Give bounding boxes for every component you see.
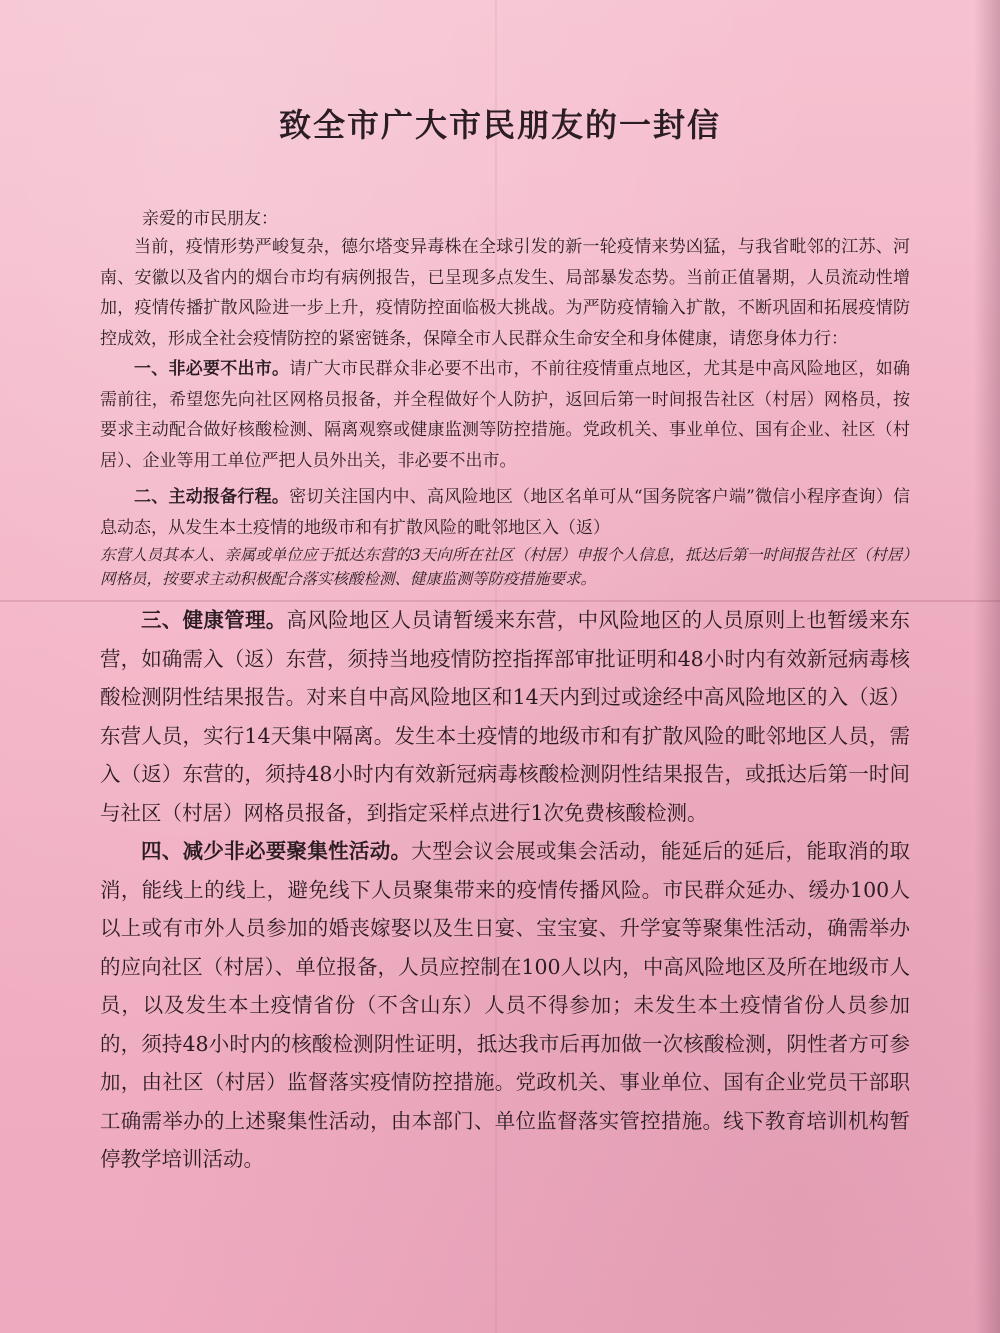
- section-4-heading: 四、减少非必要聚集性活动。: [141, 839, 412, 863]
- section-1-body: 请广大市民群众非必要不出市，不前往疫情重点地区，尤其是中高风险地区，如确需前往，希望您先向社区网格员报备，并全程做好个人防护，返回后第一时间报告社区（村居）网格员，按要求主动配合做好核酸检测、隔离观察或健康监测等防控措施。党政机关、事业单位、国有企业、社区（村居）、企业等用工单位严把人员外出关，非必要不出市。: [100, 359, 910, 471]
- section-2-continued: 东营人员其本人、亲属或单位应于抵达东营的3天向所在社区（村居）申报个人信息，抵达后第一时间报告社区（村居）网格员，按要求主动积极配合落实核酸检测、健康监测等防疫措施要求。: [100, 546, 910, 588]
- section-2-body: 密切关注国内中、高风险地区（地区名单可从“国务院客户端”微信小程序查询）信息动态，从发生本土疫情的地级市和有扩散风险的毗邻地区入（返）: [100, 487, 910, 538]
- section-4: [100, 832, 910, 1179]
- letter-body: [100, 204, 910, 1179]
- section-2: [100, 482, 910, 543]
- section-3-body: 高风险地区人员请暂缓来东营，中风险地区的人员原则上也暂缓来东营，如确需入（返）东营，须持当地疫情防控指挥部审批证明和48小时内有效新冠病毒核酸检测阴性结果报告。对来自中高风险地区和14天内到过或途经中高风险地区的入（返）东营人员，实行14天集中隔离。发生本土疫情的地级市和有扩散风险的毗邻地区人员，需入（返）东营的，须持48小时内有效新冠病毒核酸检测阴性结果报告，或抵达后第一时间与社区（村居）网格员报备，到指定采样点进行1次免费核酸检测。: [100, 608, 911, 825]
- paper-edge-shadow: [974, 0, 1000, 1333]
- intro-paragraph: 当前，疫情形势严峻复杂，德尔塔变异毒株在全球引发的新一轮疫情来势凶猛，与我省毗邻的江苏、河南、安徽以及省内的烟台市均有病例报告，已呈现多点发生、局部暴发态势。当前正值暑期，人员流动性增加，疫情传播扩散风险进一步上升，疫情防控面临极大挑战。为严防疫情输入扩散，不断巩固和拓展疫情防控成效，形成全社会疫情防控的紧密链条，保障全市人民群众生命安全和身体健康，请您身体力行：: [100, 237, 910, 349]
- section-4-body: 大型会议会展或集会活动，能延后的延后，能取消的取消，能线上的线上，避免线下人员聚集带来的疫情传播风险。市民群众延办、缓办100人以上或有市外人员参加的婚丧嫁娶以及生日宴、宝宝宴、升学宴等聚集性活动，确需举办的应向社区（村居）、单位报备，人员应控制在100人以内，中高风险地区及所在地级市人员，以及发生本土疫情省份（不含山东）人员不得参加；未发生本土疫情省份人员参加的，须持48小时内的核酸检测阴性证明，抵达我市后再加做一次核酸检测，阴性者方可参加，由社区（村居）监督落实疫情防控措施。党政机关、事业单位、国有企业党员干部职工确需举办的上述聚集性活动，由本部门、单位监督落实管控措施。线下教育培训机构暂停教学培训活动。: [100, 839, 911, 1171]
- section-1: [100, 354, 910, 476]
- section-2-heading: 二、主动报备行程。: [134, 487, 290, 507]
- section-3-heading: 三、健康管理。: [141, 608, 287, 632]
- section-1-heading: 一、非必要不出市。: [134, 359, 290, 379]
- section-3: [100, 601, 910, 832]
- letter-title: 致全市广大市民朋友的一封信: [278, 106, 721, 144]
- letter-greeting: 亲爱的市民朋友：: [142, 209, 278, 229]
